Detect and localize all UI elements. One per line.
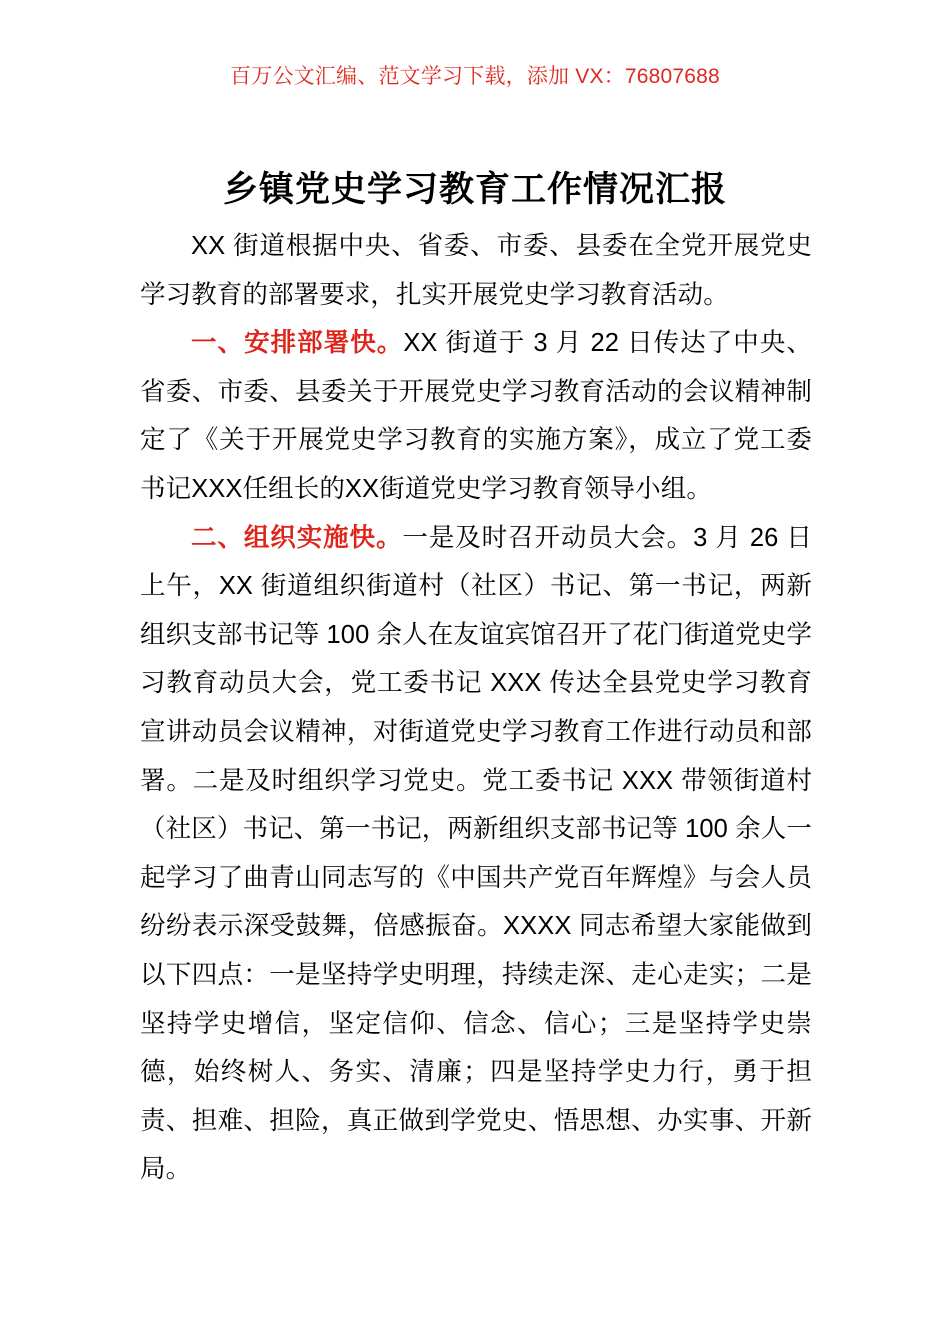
document-body (140, 222, 812, 1194)
section-heading-2: 二、组织实施快。 (191, 523, 403, 552)
paragraph-section-1 (140, 319, 812, 513)
paragraph-section-2 (140, 514, 812, 1194)
promo-banner: 百万公文汇编、范文学习下载，添加 VX：76807688 (230, 65, 720, 88)
paragraph-section-1-text: XX 街道于 3 月 22 日传达了中央、省委、市委、县委关于开展党史学习教育活动的会议精神制定了《关于开展党史学习教育的实施方案》，成立了党工委书记XXX任组长的XX街道党史学习教育领导小组。 (140, 329, 812, 503)
section-heading-1: 一、安排部署快。 (191, 329, 404, 358)
paragraph-section-2-text: 一是及时召开动员大会。3 月 26 日上午，XX 街道组织街道村（社区）书记、第一书记，两新组织支部书记等 100 余人在友谊宾馆召开了花门街道党史学习教育动员大会，党工委书记 XXX 传达全县党史学习教育宣讲动员会议精神，对街道党史学习教育工作进行动员和部署。二是及时组织学习党史。党工委书记 XXX 带领街道村（社区）书记、第一书记，两新组织支部书记等 100 余人一起学习了曲青山同志写的《中国共产党百年辉煌》与会人员纷纷表示深受鼓舞，倍感振奋。XXXX 同志希望大家能做到以下四点：一是坚持学史明理，持续走深、走心走实；二是坚持学史增信，坚定信仰、信念、信心；三是坚持学史崇德，始终树人、务实、清廉；四是坚持学史力行，勇于担责、担难、担险，真正做到学党史、悟思想、办实事、开新局。 (140, 523, 812, 1184)
page-title: 乡镇党史学习教育工作情况汇报 (222, 170, 727, 210)
paragraph-intro (140, 222, 812, 319)
paragraph-intro-text: XX 街道根据中央、省委、市委、县委在全党开展党史学习教育的部署要求，扎实开展党史学习教育活动。 (140, 232, 812, 309)
